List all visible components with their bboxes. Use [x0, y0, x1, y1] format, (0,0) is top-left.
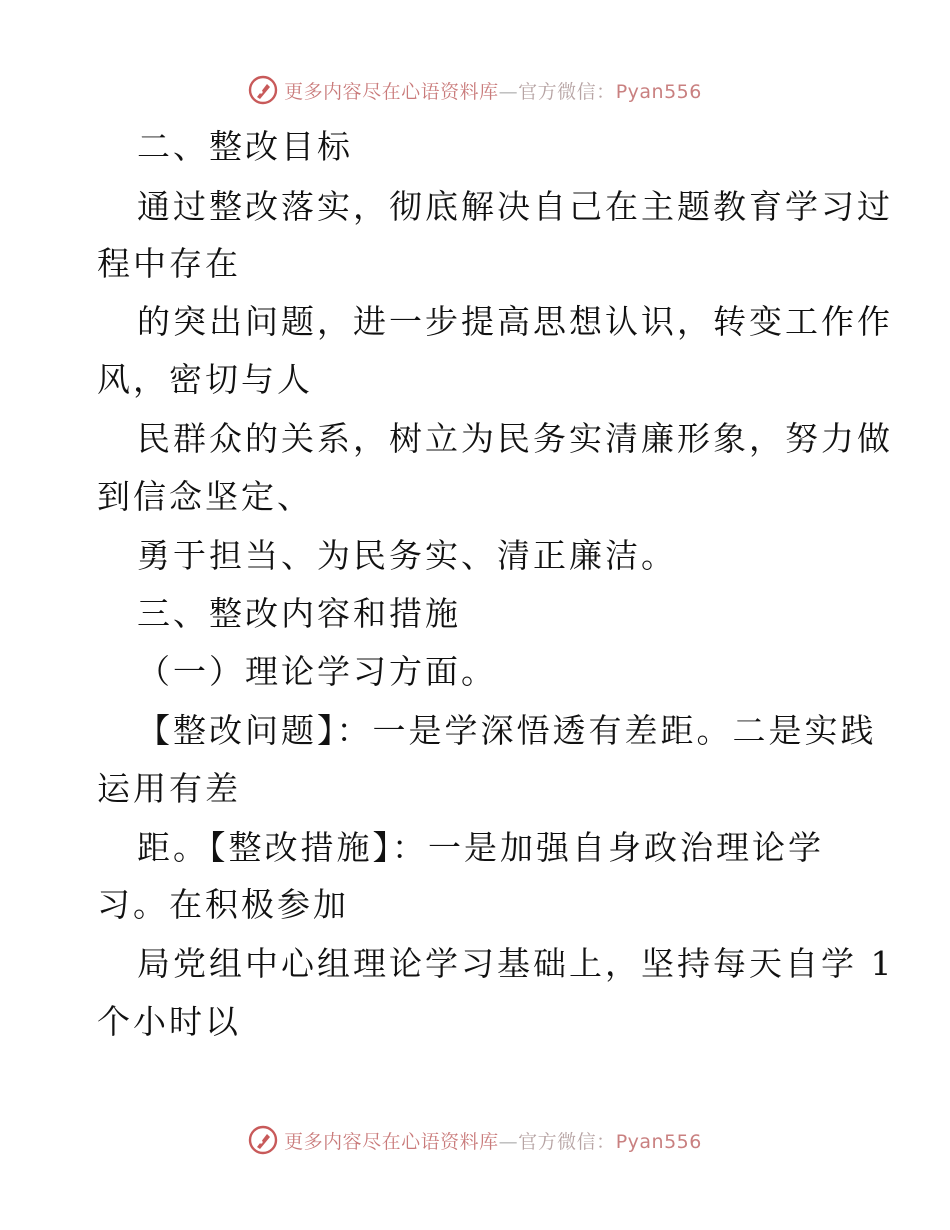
paragraph-line: 习。在积极参加 — [97, 885, 349, 924]
header-watermark — [0, 72, 950, 108]
subsection-heading-theory: （一）理论学习方面。 — [137, 652, 497, 691]
paragraph-line: 风，密切与人 — [97, 360, 313, 399]
section-heading-measures: 三、整改内容和措施 — [137, 594, 461, 633]
watermark-wechat-id: Pyan556 — [615, 1130, 702, 1153]
paragraph-line: 运用有差 — [97, 769, 241, 808]
paragraph-line: 的突出问题，进一步提高思想认识，转变工作作 — [137, 302, 893, 341]
pen-nib-logo-icon — [248, 1125, 278, 1155]
watermark-separator: — — [498, 80, 519, 103]
paragraph-line: 局党组中心组理论学习基础上，坚持每天自学 1 — [137, 944, 895, 983]
paragraph-line: 民群众的关系，树立为民务实清廉形象，努力做 — [137, 419, 893, 458]
watermark-wechat-label: 官方微信： — [518, 80, 616, 103]
watermark-wechat-id: Pyan556 — [615, 80, 702, 103]
paragraph-line: 程中存在 — [97, 244, 241, 283]
watermark-site: 更多内容尽在心语资料库 — [284, 80, 499, 103]
watermark-wechat-label: 官方微信： — [518, 1130, 616, 1153]
paragraph-line: 距。【整改措施】：一是加强自身政治理论学 — [137, 828, 824, 867]
paragraph-line: 个小时以 — [97, 1002, 241, 1041]
paragraph-line: 通过整改落实，彻底解决自己在主题教育学习过 — [137, 187, 893, 226]
paragraph-line: 到信念坚定、 — [97, 477, 313, 516]
section-heading-goals: 二、整改目标 — [137, 127, 353, 166]
paragraph-line: 勇于担当、为民务实、清正廉洁。 — [137, 536, 677, 575]
footer-watermark — [0, 1122, 950, 1158]
watermark-site: 更多内容尽在心语资料库 — [284, 1130, 499, 1153]
watermark-separator: — — [498, 1130, 519, 1153]
pen-nib-logo-icon — [248, 75, 278, 105]
paragraph-line: 【整改问题】：一是学深悟透有差距。二是实践 — [137, 711, 877, 750]
